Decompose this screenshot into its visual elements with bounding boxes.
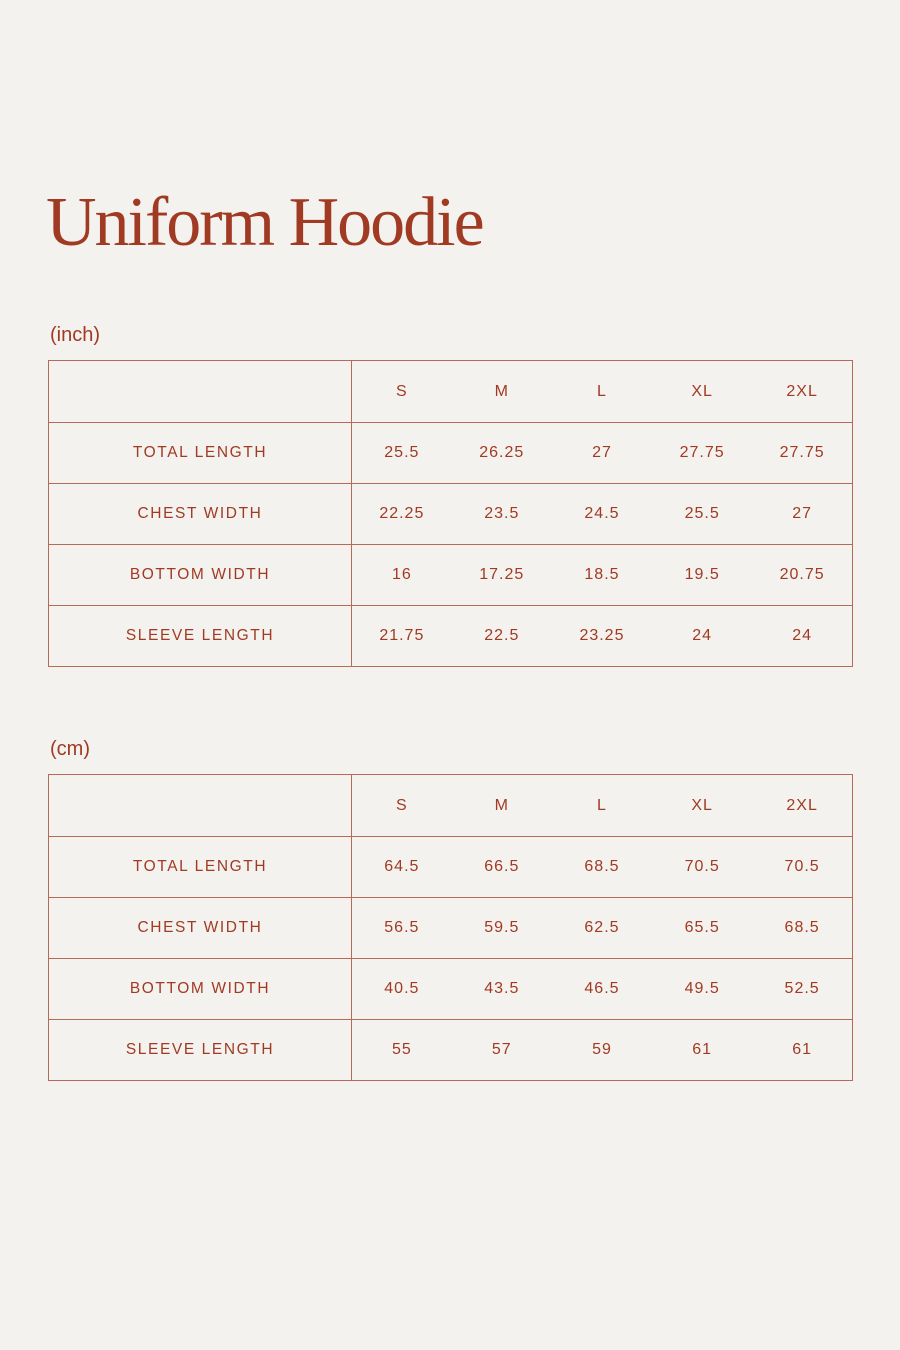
row-label: TOTAL LENGTH <box>49 423 352 484</box>
table-cell: 25.5 <box>652 484 752 545</box>
table-row <box>49 959 853 1020</box>
header-empty-cell <box>49 361 352 423</box>
table-header-row <box>49 361 853 423</box>
table-row <box>49 606 853 667</box>
table-cell: 70.5 <box>652 837 752 898</box>
size-header: XL <box>652 361 752 423</box>
size-header: L <box>552 775 652 837</box>
table-cell: 24 <box>652 606 752 667</box>
size-header: M <box>452 775 552 837</box>
table-cell: 24 <box>752 606 852 667</box>
table-cell: 19.5 <box>652 545 752 606</box>
row-label: SLEEVE LENGTH <box>49 606 352 667</box>
table-cell: 18.5 <box>552 545 652 606</box>
size-table-inch <box>48 360 853 667</box>
size-header: XL <box>652 775 752 837</box>
table-cell: 55 <box>352 1020 452 1081</box>
table-cell: 27.75 <box>752 423 852 484</box>
table-cell: 46.5 <box>552 959 652 1020</box>
table-cell: 16 <box>352 545 452 606</box>
table-cell: 49.5 <box>652 959 752 1020</box>
table-cell: 23.5 <box>452 484 552 545</box>
table-cell: 64.5 <box>352 837 452 898</box>
table-cell: 61 <box>752 1020 852 1081</box>
size-header: 2XL <box>752 775 852 837</box>
table-row <box>49 898 853 959</box>
size-table-cm <box>48 774 853 1081</box>
table-row <box>49 837 853 898</box>
size-header: 2XL <box>752 361 852 423</box>
table-cell: 20.75 <box>752 545 852 606</box>
table-cell: 27 <box>752 484 852 545</box>
row-label: CHEST WIDTH <box>49 898 352 959</box>
table-cell: 68.5 <box>552 837 652 898</box>
table-cell: 65.5 <box>652 898 752 959</box>
header-empty-cell <box>49 775 352 837</box>
table-cell: 70.5 <box>752 837 852 898</box>
table-cell: 61 <box>652 1020 752 1081</box>
row-label: CHEST WIDTH <box>49 484 352 545</box>
table-row <box>49 484 853 545</box>
table-cell: 66.5 <box>452 837 552 898</box>
table-cell: 68.5 <box>752 898 852 959</box>
table-cell: 22.5 <box>452 606 552 667</box>
size-header: S <box>352 775 452 837</box>
table-row <box>49 545 853 606</box>
table-cell: 25.5 <box>352 423 452 484</box>
table-cell: 17.25 <box>452 545 552 606</box>
size-header: M <box>452 361 552 423</box>
table-cell: 57 <box>452 1020 552 1081</box>
row-label: SLEEVE LENGTH <box>49 1020 352 1081</box>
row-label: TOTAL LENGTH <box>49 837 352 898</box>
table-cell: 59.5 <box>452 898 552 959</box>
unit-label-cm: (cm) <box>50 738 90 760</box>
table-cell: 24.5 <box>552 484 652 545</box>
table-cell: 27.75 <box>652 423 752 484</box>
table-row <box>49 1020 853 1081</box>
table-cell: 52.5 <box>752 959 852 1020</box>
row-label: BOTTOM WIDTH <box>49 545 352 606</box>
table-cell: 62.5 <box>552 898 652 959</box>
table-row <box>49 423 853 484</box>
table-cell: 56.5 <box>352 898 452 959</box>
table-cell: 43.5 <box>452 959 552 1020</box>
table-cell: 23.25 <box>552 606 652 667</box>
size-header: S <box>352 361 452 423</box>
table-header-row <box>49 775 853 837</box>
table-cell: 59 <box>552 1020 652 1081</box>
row-label: BOTTOM WIDTH <box>49 959 352 1020</box>
page-title: Uniform Hoodie <box>46 184 483 261</box>
unit-label-inch: (inch) <box>50 324 101 346</box>
table-cell: 22.25 <box>352 484 452 545</box>
table-cell: 26.25 <box>452 423 552 484</box>
table-cell: 27 <box>552 423 652 484</box>
table-cell: 21.75 <box>352 606 452 667</box>
size-header: L <box>552 361 652 423</box>
table-cell: 40.5 <box>352 959 452 1020</box>
